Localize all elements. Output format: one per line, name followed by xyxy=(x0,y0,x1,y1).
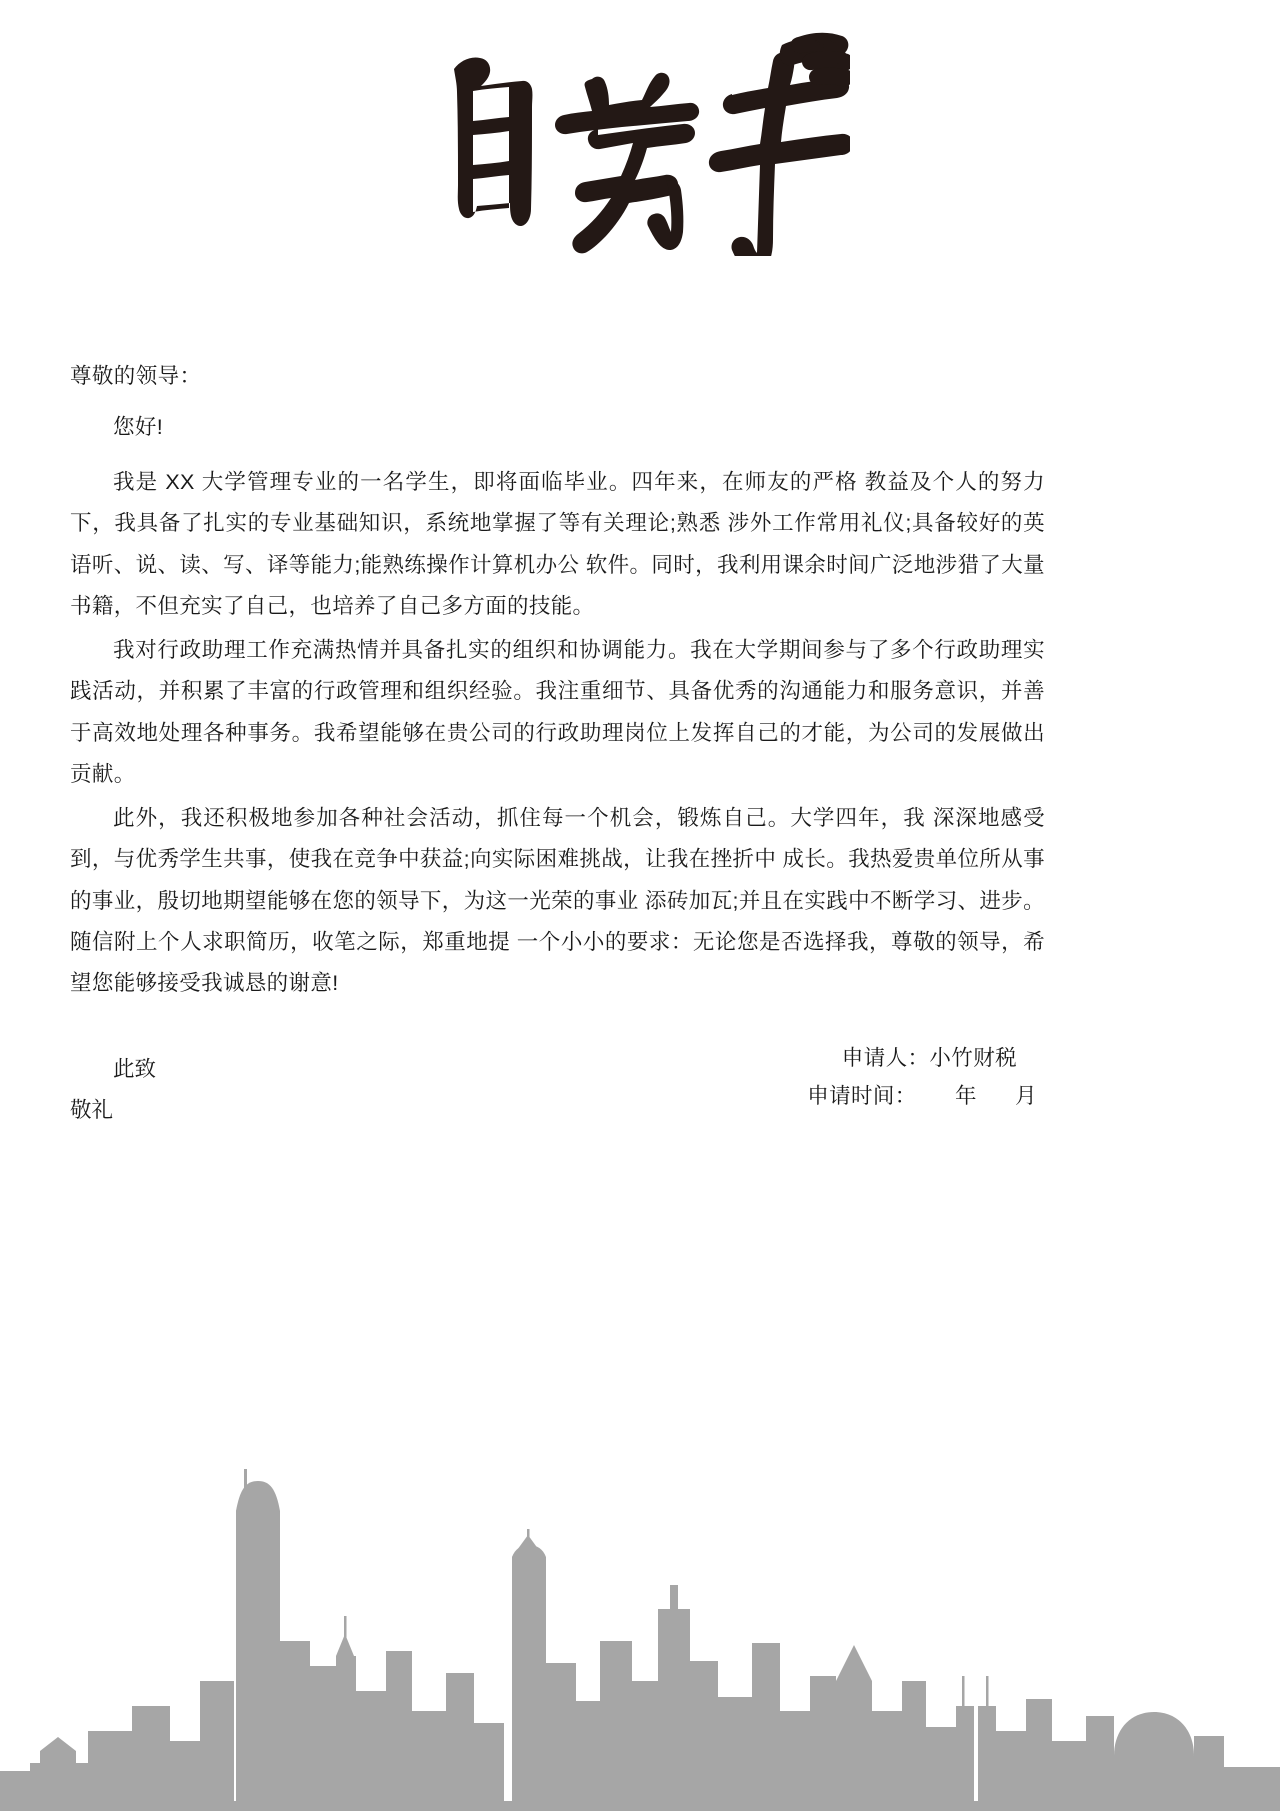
paragraph-2: 我对行政助理工作充满热情并具备扎实的组织和协调能力。我在大学期间参与了多个行政助理实践活动，并积累了丰富的行政管理和组织经验。我注重细节、具备优秀的沟通能力和服务意识，并善于高效地处理各种事务。我希望能够在贵公司的行政助理岗位上发挥自己的才能，为公司的发展做出贡献。 xyxy=(70,638,1045,786)
letter-body xyxy=(70,362,1045,1127)
paragraph-1: 我是 XX 大学管理专业的一名学生，即将面临毕业。四年来，在师友的严格 教益及个人的努力下，我具备了扎实的专业基础知识，系统地掌握了等有关理论;熟悉 涉外工作常用礼仪;具备较好的英语听、说、读、写、译等能力;能熟练操作计算机办公 软件。同时，我利用课余时间广泛地涉猎了大量书籍，不但充实了自己，也培养了自己多方面的技能。 xyxy=(70,470,1045,618)
paragraph-3: 此外，我还积极地参加各种社会活动，抓住每一个机会，锻炼自己。大学四年，我 深深地感受到，与优秀学生共事，使我在竞争中获益;向实际困难挑战，让我在挫折中 成长。我热爱贵单位所从事的事业，殷切地期望能够在您的领导下，为这一光荣的事业 添砖加瓦;并且在实践中不断学习、进步。随信附上个人求职简历，收笔之际，郑重地提 一个小小的要求：无论您是否选择我，尊敬的领导，希望您能够接受我诚恳的谢意! xyxy=(70,806,1045,996)
document-title-block xyxy=(0,18,1280,268)
salutation: 尊敬的领导： xyxy=(70,364,202,388)
application-date-line: 申请时间： 年 月 xyxy=(807,1083,1037,1108)
closing-line-1: 此致 xyxy=(113,1057,157,1082)
city-skyline-decoration xyxy=(0,1211,1280,1811)
skyline-silhouette xyxy=(0,1211,1280,1811)
closing-line-2: 敬礼 xyxy=(70,1097,114,1122)
signature-block xyxy=(70,1040,1045,1115)
greeting: 您好! xyxy=(113,415,164,440)
calligraphy-title-artwork xyxy=(430,31,850,256)
applicant-line: 申请人：小竹财税 xyxy=(841,1046,1017,1070)
